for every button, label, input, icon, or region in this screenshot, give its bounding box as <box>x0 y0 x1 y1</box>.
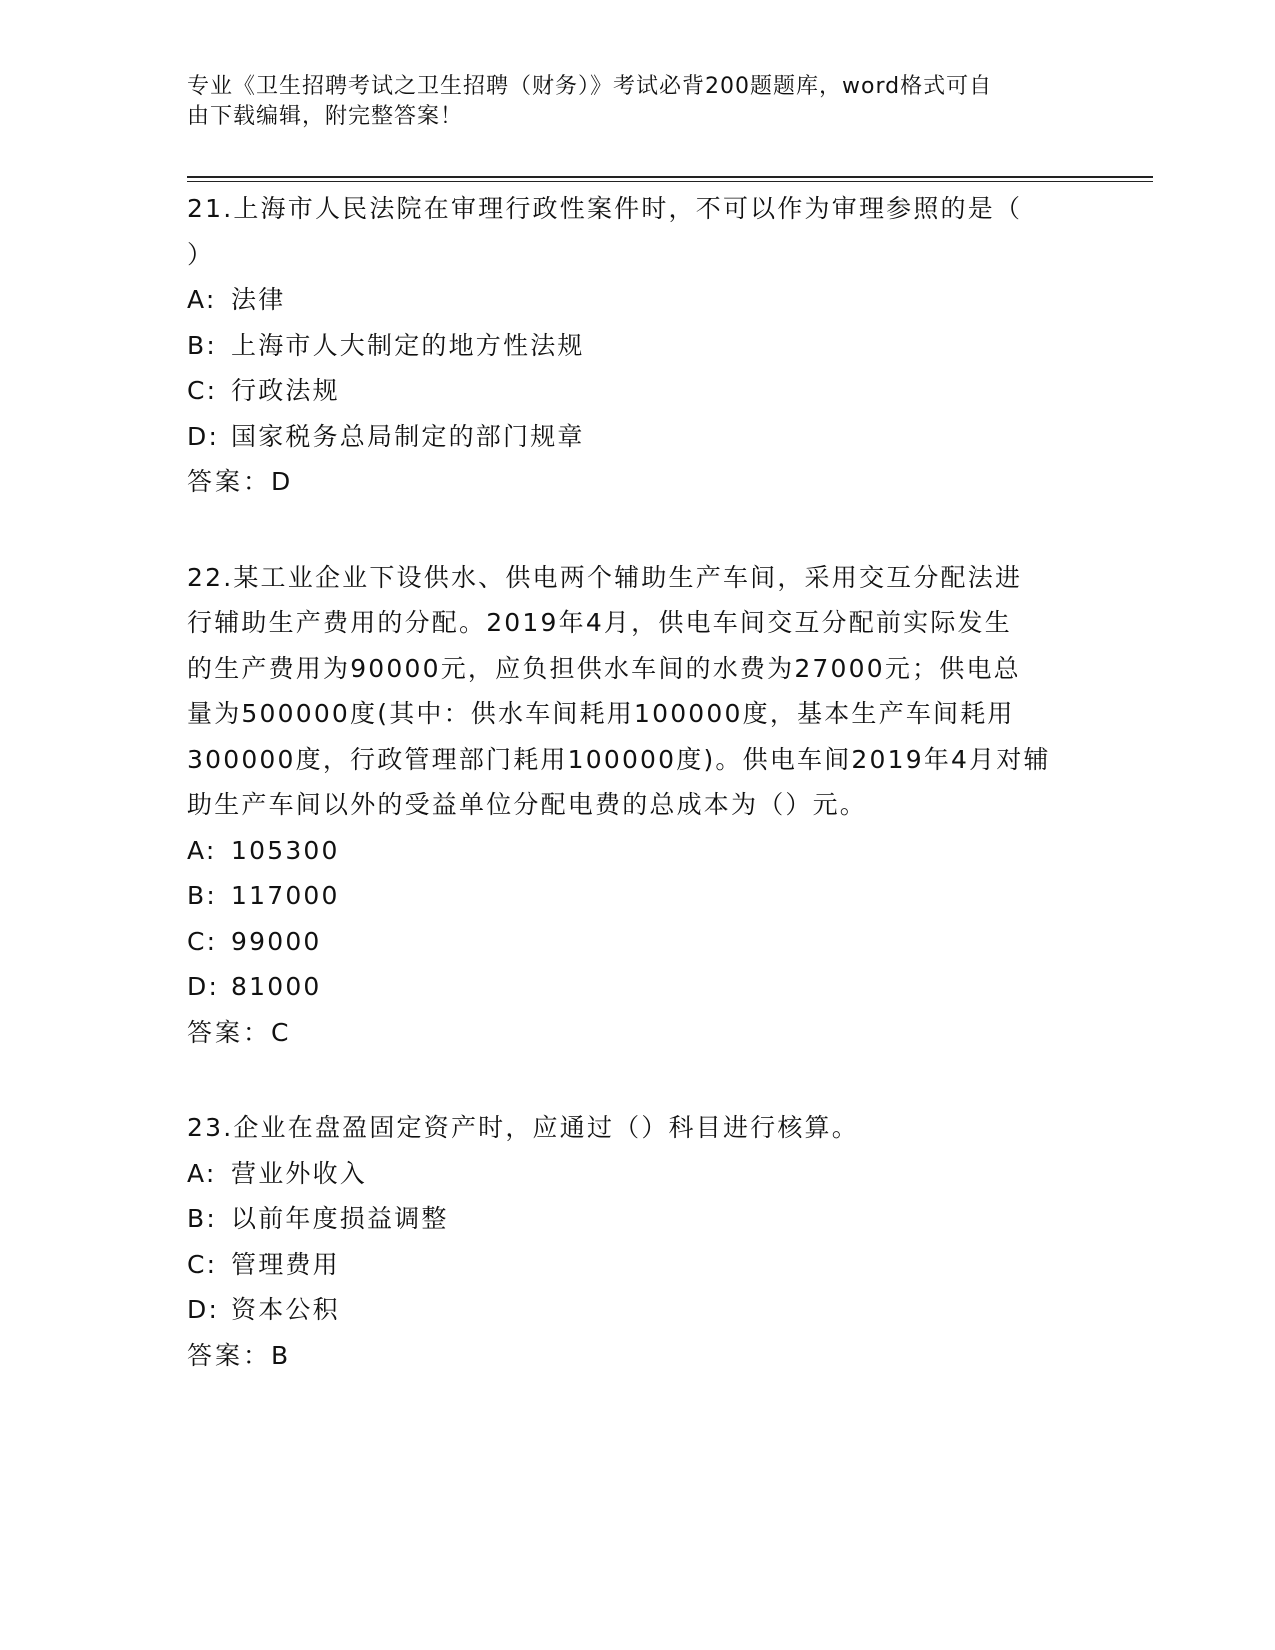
header-divider-thin <box>187 181 1153 182</box>
option-d <box>187 414 1087 460</box>
answer-line <box>187 1333 1087 1379</box>
option-letter: D: <box>187 421 220 451</box>
stem-line: 量为500000度(其中：供水车间耗用100000度，基本生产车间耗用 <box>187 699 1015 728</box>
option-a <box>187 828 1087 874</box>
option-text: 117000 <box>231 881 340 910</box>
option-letter: B: <box>187 1204 217 1233</box>
option-text: 上海市人大制定的地方性法规 <box>231 330 585 360</box>
question-23 <box>187 1105 1087 1378</box>
option-b <box>187 323 1087 369</box>
option-c <box>187 919 1087 965</box>
answer-label: 答案： <box>187 1340 272 1370</box>
stem-line: 22.某工业企业下设供水、供电两个辅助生产车间，采用交互分配法进 <box>187 562 1023 592</box>
option-text: 营业外收入 <box>231 1158 368 1188</box>
question-22 <box>187 555 1087 1056</box>
stem-line: 23.企业在盘盈固定资产时，应通过（）科目进行核算。 <box>187 1113 859 1142</box>
option-text: 81000 <box>231 972 322 1001</box>
answer-value: B <box>271 1340 291 1370</box>
option-c <box>187 368 1087 414</box>
answer-label: 答案： <box>187 467 272 496</box>
answer-value: D <box>271 467 293 496</box>
stem-line: 21.上海市人民法院在审理行政性案件时，不可以作为审理参照的是（ <box>187 194 1023 223</box>
question-stem <box>187 1105 1087 1151</box>
stem-line: 300000度，行政管理部门耗用100000度)。供电车间2019年4月对辅 <box>187 744 1051 774</box>
option-text: 99000 <box>231 926 322 956</box>
option-letter: D: <box>187 1295 220 1324</box>
option-d <box>187 1287 1087 1333</box>
option-letter: A: <box>187 285 217 314</box>
option-text: 资本公积 <box>231 1295 340 1324</box>
option-text: 105300 <box>231 835 340 865</box>
option-b <box>187 873 1087 919</box>
option-c <box>187 1242 1087 1288</box>
option-text: 管理费用 <box>231 1249 340 1279</box>
option-a <box>187 1151 1087 1197</box>
document-header <box>187 72 1077 132</box>
header-line-1: 专业《卫生招聘考试之卫生招聘（财务）》考试必背200题题库，word格式可自 <box>187 74 993 99</box>
answer-line <box>187 1010 1087 1056</box>
option-letter: A: <box>187 835 217 865</box>
option-letter: D: <box>187 972 220 1001</box>
option-letter: C: <box>187 376 218 405</box>
header-divider-thick <box>187 176 1153 178</box>
answer-line <box>187 459 1087 505</box>
question-list <box>187 186 1087 1428</box>
option-d <box>187 964 1087 1010</box>
option-letter: A: <box>187 1158 217 1188</box>
option-letter: C: <box>187 926 218 956</box>
stem-line: ） <box>187 239 215 269</box>
option-a <box>187 277 1087 323</box>
question-stem <box>187 186 1087 277</box>
option-text: 行政法规 <box>231 376 340 405</box>
header-line-2: 由下载编辑，附完整答案！ <box>187 104 464 129</box>
stem-line: 助生产车间以外的受益单位分配电费的总成本为（）元。 <box>187 790 868 819</box>
option-letter: B: <box>187 330 217 360</box>
question-stem <box>187 555 1087 828</box>
question-21 <box>187 186 1087 505</box>
option-text: 以前年度损益调整 <box>231 1204 449 1233</box>
option-letter: B: <box>187 881 217 910</box>
answer-label: 答案： <box>187 1017 272 1047</box>
option-letter: C: <box>187 1249 218 1279</box>
option-text: 法律 <box>231 285 286 314</box>
stem-line: 的生产费用为90000元，应负担供水车间的水费为27000元；供电总 <box>187 653 1021 683</box>
answer-value: C <box>271 1017 291 1047</box>
stem-line: 行辅助生产费用的分配。2019年4月，供电车间交互分配前实际发生 <box>187 608 1012 637</box>
option-b <box>187 1196 1087 1242</box>
option-text: 国家税务总局制定的部门规章 <box>231 421 585 451</box>
